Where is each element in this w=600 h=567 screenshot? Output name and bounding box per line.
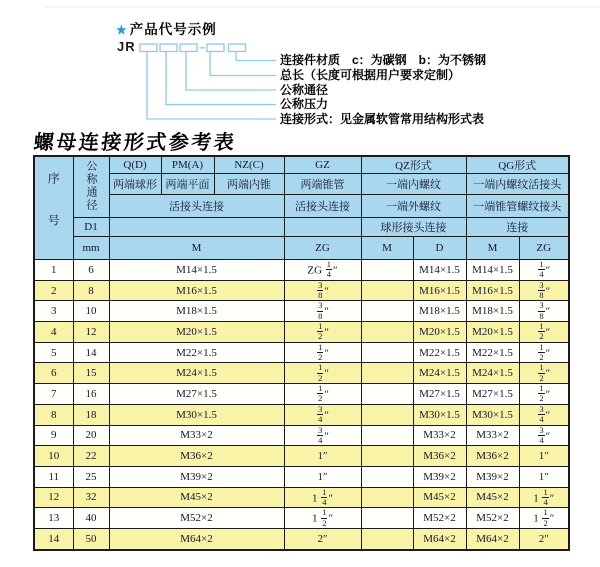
star-icon: ★ (116, 23, 128, 37)
cell-qz-d: M24×1.5 (413, 363, 466, 384)
header-desc-pma: 两端平面 (161, 174, 214, 195)
cell-qz-m (361, 301, 413, 322)
connector-line (236, 52, 276, 61)
cell-qz-d: M39×2 (413, 466, 466, 487)
connector-lines (147, 52, 276, 120)
cell-mm: 18 (73, 404, 109, 425)
product-code-prefix: JR (117, 39, 136, 54)
cell-qz-d: M64×2 (413, 528, 466, 549)
header-d1: D1 (73, 218, 109, 237)
cell-m: M16×1.5 (109, 280, 284, 301)
cell-qg-zg: $\frac{3}{4}$ ″ (519, 425, 569, 446)
header-unit-m: M (109, 237, 284, 260)
cell-qz-d: M14×1.5 (413, 260, 466, 281)
code-box (160, 44, 177, 52)
header-desc-qz: 一端内螺纹 (361, 174, 466, 195)
cell-mm: 25 (73, 466, 109, 487)
cell-no: 6 (34, 363, 73, 384)
cell-qz-d: M33×2 (413, 425, 466, 446)
cell-qz-d: M52×2 (413, 508, 466, 529)
cell-qg-zg: $\frac{1}{2}$ ″ (519, 363, 569, 384)
cell-zg: 2″ (284, 528, 361, 549)
cell-qg-m: M52×2 (466, 508, 519, 529)
header-desc-nzc: 两端内锥 (214, 174, 284, 195)
cell-qg-zg: $\frac{1}{2}$ ″ (519, 384, 569, 405)
empty-cell (109, 218, 284, 237)
code-box (229, 44, 246, 52)
cell-mm: 8 (73, 280, 109, 301)
header-unit-qg-m: M (466, 237, 519, 260)
table-row (34, 508, 569, 529)
header-seq (34, 156, 73, 260)
cell-qz-m (361, 384, 413, 405)
cell-qz-m (361, 280, 413, 301)
header-group-gz: GZ (284, 156, 361, 174)
cell-qz-d: M45×2 (413, 487, 466, 508)
code-label: 公称压力 (280, 97, 329, 111)
cell-qg-zg: $\frac{1}{2}$ ″ (519, 322, 569, 343)
cell-qg-m: M45×2 (466, 487, 519, 508)
cell-qz-m (361, 342, 413, 363)
header-conn-union: 活接头连接 (109, 195, 284, 218)
cell-qg-zg: $\frac{3}{4}$ ″ (519, 404, 569, 425)
cell-zg: 1″ (284, 446, 361, 467)
header-group-qg: QG形式 (466, 156, 569, 174)
cell-m: M36×2 (109, 446, 284, 467)
header-conn-qz: 一端外螺纹 (361, 195, 466, 218)
cell-no: 12 (34, 487, 73, 508)
diagram-title-text: 产品代号示例 (129, 22, 217, 37)
cell-m: M24×1.5 (109, 363, 284, 384)
cell-no: 5 (34, 342, 73, 363)
code-label: 连接件材质 c：为碳钢 b：为不锈钢 (280, 53, 487, 67)
cell-qg-m: M39×2 (466, 466, 519, 487)
cell-zg: 1 $\frac{1}{4}$ ″ (284, 487, 361, 508)
table-title: 螺母连接形式参考表 (32, 132, 238, 154)
table-body (34, 260, 569, 550)
cell-zg: $\frac{1}{2}$ ″ (284, 363, 361, 384)
table-row (34, 425, 569, 446)
cell-zg: $\frac{1}{2}$ ″ (284, 322, 361, 343)
cell-qg-m: M16×1.5 (466, 280, 519, 301)
header-desc-qg: 一端内螺纹活接头 (466, 174, 569, 195)
cell-qz-m (361, 446, 413, 467)
header-unit-qg-zg: ZG (519, 237, 569, 260)
cell-mm: 10 (73, 301, 109, 322)
cell-zg: $\frac{1}{2}$ ″ (284, 342, 361, 363)
cell-m: M45×2 (109, 487, 284, 508)
cell-qz-m (361, 466, 413, 487)
cell-qg-m: M20×1.5 (466, 322, 519, 343)
cell-no: 14 (34, 528, 73, 549)
cell-zg: 1 $\frac{1}{2}$ ″ (284, 508, 361, 529)
cell-mm: 22 (73, 446, 109, 467)
cell-no: 10 (34, 446, 73, 467)
header-group-qz: QZ形式 (361, 156, 466, 174)
cell-m: M22×1.5 (109, 342, 284, 363)
cell-m: M39×2 (109, 466, 284, 487)
cell-m: M20×1.5 (109, 322, 284, 343)
cell-m: M33×2 (109, 425, 284, 446)
cell-qg-m: M24×1.5 (466, 363, 519, 384)
cell-qz-m (361, 425, 413, 446)
cell-qz-m (361, 260, 413, 281)
header-group-pma: PM(A) (161, 156, 214, 174)
cell-qg-zg: $\frac{1}{4}$ ″ (519, 260, 569, 281)
diagram-title (116, 18, 217, 38)
cell-no: 7 (34, 384, 73, 405)
code-box (207, 44, 224, 52)
table-row (34, 466, 569, 487)
cell-qg-zg: 1″ (519, 466, 569, 487)
table-header (34, 156, 569, 260)
connector-line (210, 52, 276, 76)
cell-no: 11 (34, 466, 73, 487)
header-desc-gz: 两端锥管 (284, 174, 361, 195)
table-row (34, 487, 569, 508)
cell-mm: 14 (73, 342, 109, 363)
code-box (180, 44, 197, 52)
cell-mm: 12 (73, 322, 109, 343)
cell-qg-m: M64×2 (466, 528, 519, 549)
cell-mm: 50 (73, 528, 109, 549)
cell-mm: 15 (73, 363, 109, 384)
cell-qz-d: M20×1.5 (413, 322, 466, 343)
header-unit-qz-d: D (413, 237, 466, 260)
table-row (34, 528, 569, 549)
cell-no: 1 (34, 260, 73, 281)
table-row (34, 301, 569, 322)
table-row (34, 404, 569, 425)
table-row (34, 446, 569, 467)
cell-qz-m (361, 508, 413, 529)
cell-m: M14×1.5 (109, 260, 284, 281)
cell-qz-d: M36×2 (413, 446, 466, 467)
cell-qg-zg: 2″ (519, 528, 569, 549)
header-nominal-diameter-label: 公称通径 (85, 159, 97, 212)
cell-zg: $\frac{3}{8}$ ″ (284, 301, 361, 322)
table-row (34, 384, 569, 405)
table-row (34, 260, 569, 281)
cell-zg: $\frac{1}{2}$ ″ (284, 384, 361, 405)
cell-qg-m: M27×1.5 (466, 384, 519, 405)
cell-qz-d: M30×1.5 (413, 404, 466, 425)
cell-zg: ZG $\frac{1}{4}$ ″ (284, 260, 361, 281)
connector-line (186, 52, 276, 91)
cell-qg-zg: 1″ (519, 446, 569, 467)
cell-no: 13 (34, 508, 73, 529)
cell-m: M52×2 (109, 508, 284, 529)
cell-mm: 16 (73, 384, 109, 405)
code-boxes (140, 44, 246, 52)
header-desc-qd: 两端球形 (109, 174, 161, 195)
cell-qz-m (361, 404, 413, 425)
cell-no: 8 (34, 404, 73, 425)
cell-qg-m: M14×1.5 (466, 260, 519, 281)
cell-qg-m: M22×1.5 (466, 342, 519, 363)
cell-qg-m: M18×1.5 (466, 301, 519, 322)
cell-mm: 20 (73, 425, 109, 446)
cell-zg: $\frac{3}{4}$ ″ (284, 404, 361, 425)
header-nominal-diameter (73, 156, 109, 218)
cell-no: 4 (34, 322, 73, 343)
cell-qg-zg: $\frac{3}{8}$ ″ (519, 280, 569, 301)
cell-qz-m (361, 322, 413, 343)
code-label: 总长（长度可根据用户要求定制） (280, 68, 461, 82)
cell-qz-d: M16×1.5 (413, 280, 466, 301)
cell-qg-zg: $\frac{1}{2}$ ″ (519, 342, 569, 363)
cell-qz-m (361, 363, 413, 384)
cell-qg-zg: $\frac{3}{8}$ ″ (519, 301, 569, 322)
cell-qg-zg: 1 $\frac{1}{4}$ ″ (519, 487, 569, 508)
header-conn-qg: 一端锥管螺纹接头 (466, 195, 569, 218)
table-row (34, 342, 569, 363)
table-row (34, 322, 569, 343)
header-ball-joint: 球形接头连接 (361, 218, 466, 237)
cell-qg-zg: 1 $\frac{1}{2}$ ″ (519, 508, 569, 529)
cell-m: M64×2 (109, 528, 284, 549)
empty-cell (284, 218, 361, 237)
cell-qz-m (361, 528, 413, 549)
cell-zg: $\frac{3}{8}$ ″ (284, 280, 361, 301)
header-conn-union-gz: 活接头连接 (284, 195, 361, 218)
cell-qg-m: M33×2 (466, 425, 519, 446)
header-group-nzc: NZ(C) (214, 156, 284, 174)
reference-table (33, 155, 570, 551)
connector-line (166, 52, 276, 105)
cell-zg: 1″ (284, 466, 361, 487)
cell-qg-m: M36×2 (466, 446, 519, 467)
header-seq-label: 序号 (46, 171, 61, 256)
header-connect: 连接 (466, 218, 569, 237)
cell-m: M27×1.5 (109, 384, 284, 405)
cell-m: M30×1.5 (109, 404, 284, 425)
table-row (34, 280, 569, 301)
header-unit-zg: ZG (284, 237, 361, 260)
cell-qz-d: M22×1.5 (413, 342, 466, 363)
cell-qz-m (361, 487, 413, 508)
code-label: 连接形式：见金属软管常用结构形式表 (280, 111, 485, 126)
cell-mm: 6 (73, 260, 109, 281)
header-group-qd: Q(D) (109, 156, 161, 174)
header-unit-qz-m: M (361, 237, 413, 260)
code-label: 公称通径 (280, 82, 329, 97)
cell-mm: 40 (73, 508, 109, 529)
cell-qz-d: M27×1.5 (413, 384, 466, 405)
cell-no: 9 (34, 425, 73, 446)
cell-qz-d: M18×1.5 (413, 301, 466, 322)
cell-no: 2 (34, 280, 73, 301)
table-row (34, 363, 569, 384)
cell-zg: $\frac{3}{4}$ ″ (284, 425, 361, 446)
cell-mm: 32 (73, 487, 109, 508)
header-mm: mm (73, 237, 109, 260)
code-box (140, 44, 157, 52)
cell-m: M18×1.5 (109, 301, 284, 322)
cell-no: 3 (34, 301, 73, 322)
cell-qg-m: M30×1.5 (466, 404, 519, 425)
